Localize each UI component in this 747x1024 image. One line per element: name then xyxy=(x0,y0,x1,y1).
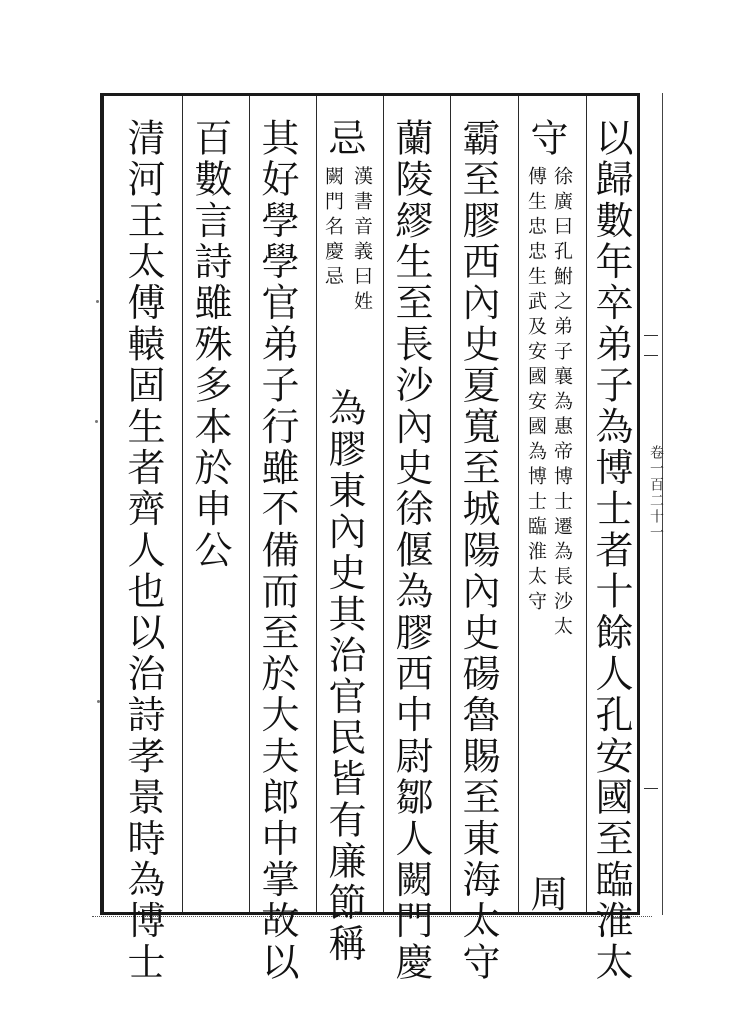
column-rule xyxy=(316,96,317,912)
column-rule xyxy=(249,96,250,912)
margin-tick xyxy=(644,355,658,356)
text-column-1: 以歸數年卒弟子為博士者十餘人孔安國至臨淮太 xyxy=(589,118,633,984)
scan-speck xyxy=(96,300,99,303)
text-column-2-tail: 周 xyxy=(524,874,568,916)
text-column-5-tail: 為膠東內史其治官民皆有廉節稱 xyxy=(322,388,366,965)
column-rule xyxy=(182,96,183,912)
column-rule xyxy=(450,96,451,912)
annotation-column-5-left: 闕門名慶忌 xyxy=(322,166,344,291)
margin-tick xyxy=(644,788,658,789)
scan-speck xyxy=(95,420,98,423)
column-rule xyxy=(383,96,384,912)
text-column-4: 蘭陵繆生至長沙內史徐偃為膠西中尉鄒人闕門慶 xyxy=(389,118,433,984)
text-column-7: 百數言詩雖殊多本於申公 xyxy=(188,118,232,572)
margin-tick xyxy=(644,335,658,336)
text-column-6: 其好學學官弟子行雖不備而至於大夫郎中掌故以 xyxy=(255,118,299,984)
text-column-8: 清河王太傅轅固生者齊人也以治詩孝景時為博士 xyxy=(121,118,165,984)
annotation-column-2-left: 傅生忠忠生武及安國安國為博士臨淮太守 xyxy=(525,166,547,616)
text-column-3: 霸至膠西內史夏寬至城陽內史碭魯賜至東海太守 xyxy=(456,118,500,984)
annotation-column-5-right: 漢書音義曰姓 xyxy=(351,166,373,316)
bottom-edge-dots xyxy=(92,916,652,927)
annotation-column-2-right: 徐廣曰孔鮒之弟子襄為惠帝博士遷為長沙太 xyxy=(551,166,573,641)
text-column-2-head: 守 xyxy=(524,118,568,160)
scan-speck xyxy=(97,700,100,703)
column-rule xyxy=(586,96,587,912)
text-column-5-head: 忌 xyxy=(322,118,366,160)
volume-label: 卷一百二十一 xyxy=(648,445,664,541)
column-rule xyxy=(518,96,519,912)
